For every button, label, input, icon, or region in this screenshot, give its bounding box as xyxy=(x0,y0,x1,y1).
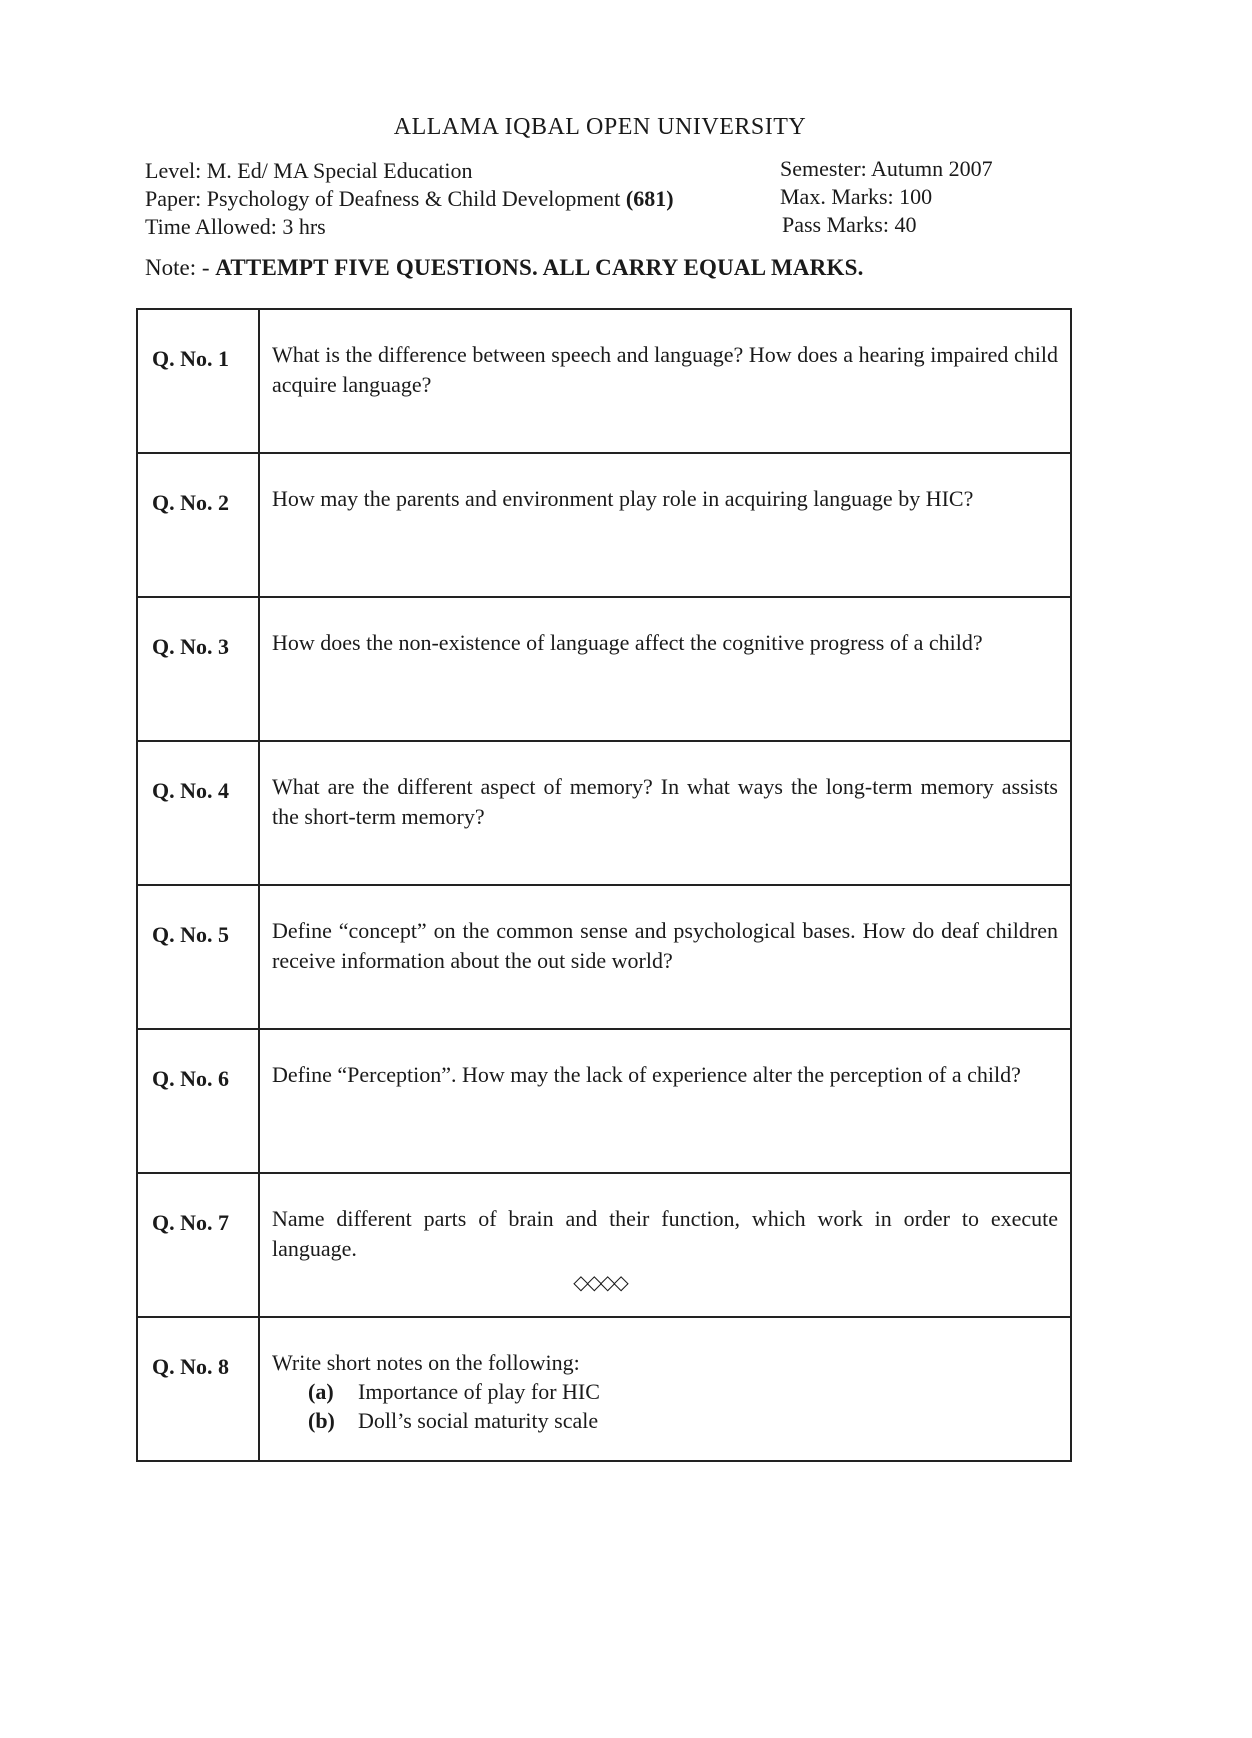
question-text: What is the difference between speech and language? How does a hearing impaired child acquire language? xyxy=(259,309,1071,453)
question-number: Q. No. 2 xyxy=(137,453,259,597)
sub-question xyxy=(272,1406,1058,1435)
question-row xyxy=(137,741,1071,885)
paper-line xyxy=(145,185,674,213)
question-text: How does the non-existence of language affect the cognitive progress of a child? xyxy=(259,597,1071,741)
exam-info-right xyxy=(780,155,993,239)
question-text: How may the parents and environment play role in acquiring language by HIC? xyxy=(259,453,1071,597)
university-title: ALLAMA IQBAL OPEN UNIVERSITY xyxy=(393,114,807,140)
sub-question-text: Doll’s social maturity scale xyxy=(358,1408,599,1433)
paper-title: Paper: Psychology of Deafness & Child Development xyxy=(145,186,626,211)
question-number: Q. No. 3 xyxy=(137,597,259,741)
exam-info-left xyxy=(145,157,674,241)
question-text: Write short notes on the following: xyxy=(272,1350,580,1375)
question-number: Q. No. 1 xyxy=(137,309,259,453)
time-allowed: Time Allowed: 3 hrs xyxy=(145,214,326,239)
question-text-cell xyxy=(259,1317,1071,1461)
note-prefix: Note: - xyxy=(145,255,216,280)
question-row xyxy=(137,453,1071,597)
question-row xyxy=(137,885,1071,1029)
question-number: Q. No. 8 xyxy=(137,1317,259,1461)
sub-question-label: (a) xyxy=(308,1379,334,1404)
paper-code: (681) xyxy=(625,186,674,211)
level-line: Level: M. Ed/ MA Special Education xyxy=(145,158,473,183)
end-of-paper-mark: ◇◇◇◇ xyxy=(573,1270,627,1294)
sub-question xyxy=(272,1377,1058,1406)
sub-question-text: Importance of play for HIC xyxy=(358,1379,600,1404)
question-text: Define “Perception”. How may the lack of experience alter the perception of a child? xyxy=(259,1029,1071,1173)
note-text: ATTEMPT FIVE QUESTIONS. ALL CARRY EQUAL MARKS. xyxy=(215,255,864,280)
question-number: Q. No. 5 xyxy=(137,885,259,1029)
question-row xyxy=(137,309,1071,453)
question-text: Define “concept” on the common sense and psychological bases. How do deaf children receive information about the out side world? xyxy=(259,885,1071,1029)
question-number: Q. No. 4 xyxy=(137,741,259,885)
semester: Semester: Autumn 2007 xyxy=(780,156,993,181)
question-row xyxy=(137,1317,1071,1461)
sub-question-label: (b) xyxy=(308,1408,335,1433)
max-marks: Max. Marks: 100 xyxy=(780,184,933,209)
question-row xyxy=(137,1173,1071,1317)
question-number: Q. No. 6 xyxy=(137,1029,259,1173)
question-text: What are the different aspect of memory? In what ways the long-term memory assists the short-term memory? xyxy=(259,741,1071,885)
instructions-note xyxy=(145,255,864,281)
question-row xyxy=(137,597,1071,741)
pass-marks: Pass Marks: 40 xyxy=(782,212,917,237)
question-number: Q. No. 7 xyxy=(137,1173,259,1317)
question-text: Name different parts of brain and their function, which work in order to execute language. xyxy=(259,1173,1071,1317)
question-row xyxy=(137,1029,1071,1173)
